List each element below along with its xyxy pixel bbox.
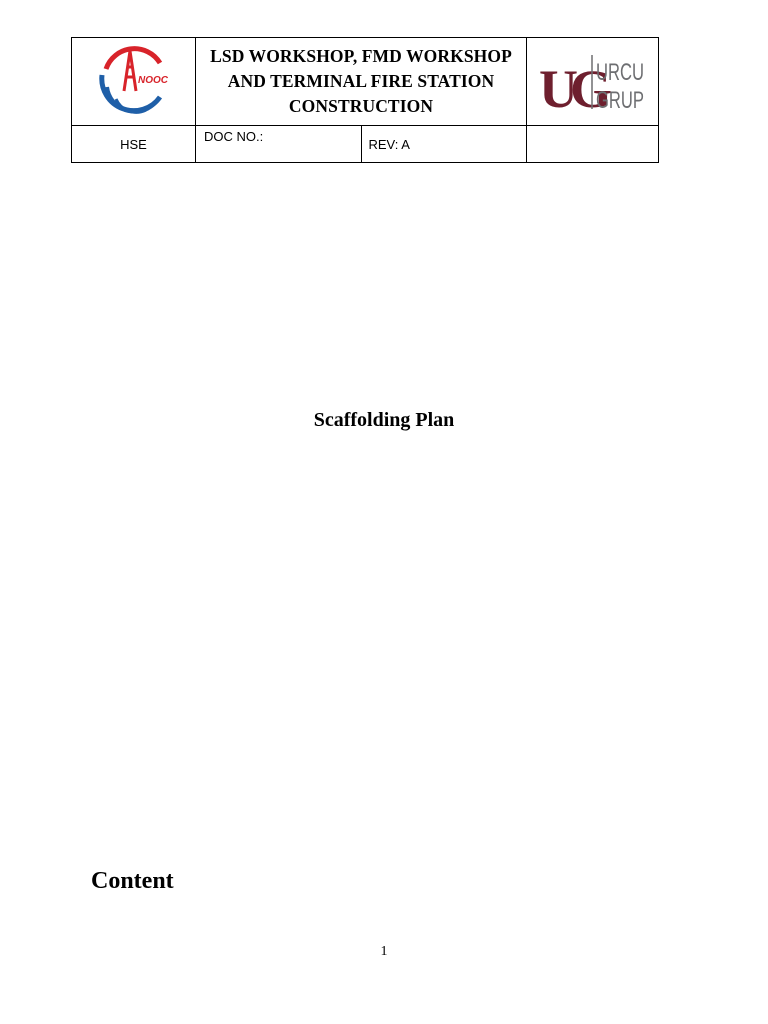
content-heading: Content xyxy=(91,868,174,894)
urcu-wordmark-line-1: URCU xyxy=(595,58,644,86)
urcu-monogram: UG xyxy=(538,58,604,119)
cnooc-wordmark: NOOC xyxy=(137,74,168,86)
project-title-line-1: LSD WORKSHOP, FMD WORKSHOP xyxy=(210,46,512,66)
urcu-wordmark-line-2: GRUP xyxy=(595,86,644,114)
hse-label: HSE xyxy=(72,126,196,163)
cnooc-logo-icon xyxy=(94,47,174,117)
revision-label: REV: A xyxy=(361,126,527,163)
left-logo-cell xyxy=(72,38,196,126)
blank-header-cell xyxy=(527,126,659,163)
page-number: 1 xyxy=(380,944,388,959)
project-title-line-3: CONSTRUCTION xyxy=(288,96,434,116)
project-title xyxy=(196,38,527,126)
doc-no-label: DOC NO.: xyxy=(196,126,362,163)
document-header-table xyxy=(71,37,659,163)
project-title-line-2: AND TERMINAL FIRE STATION xyxy=(227,71,495,91)
urcu-grup-logo-icon xyxy=(537,47,649,117)
document-title: Scaffolding Plan xyxy=(313,409,455,431)
right-logo-cell xyxy=(527,38,659,126)
